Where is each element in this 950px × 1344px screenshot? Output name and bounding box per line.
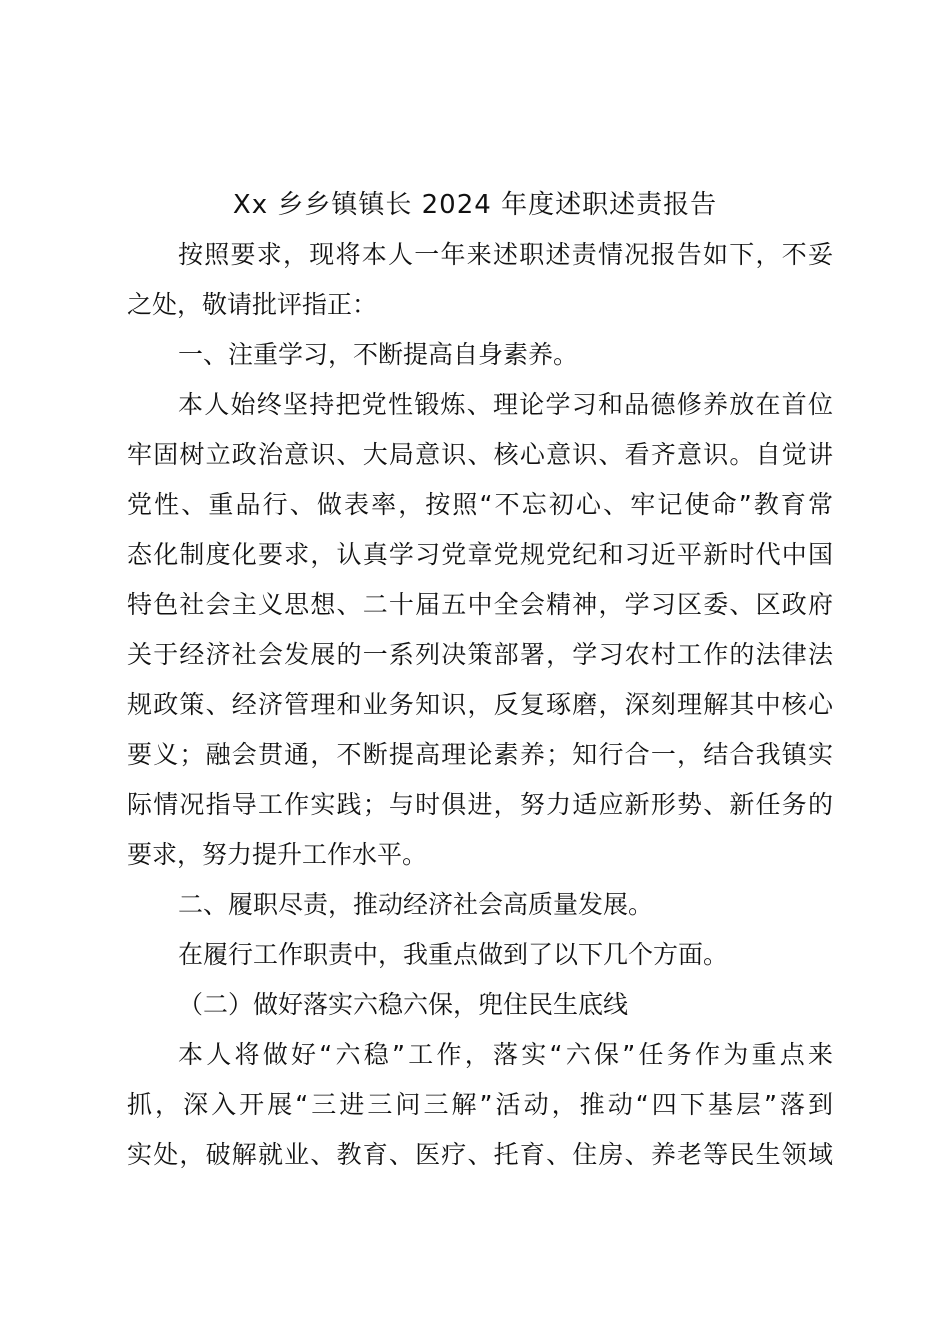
document-line: 要义；融会贯通，不断提高理论素养；知行合一，结合我镇实 xyxy=(127,740,833,769)
document-line: 党性、重品行、做表率，按照“不忘初心、牢记使命”教育常 xyxy=(127,490,833,519)
document-line: 关于经济社会发展的一系列决策部署，学习农村工作的法律法 xyxy=(127,640,833,669)
document-body xyxy=(127,230,833,1180)
document-line: 特色社会主义思想、二十届五中全会精神，学习区委、区政府 xyxy=(127,590,833,619)
document-line: 在履行工作职责中，我重点做到了以下几个方面。 xyxy=(178,940,729,969)
document-line: 抓，深入开展“三进三问三解”活动，推动“四下基层”落到 xyxy=(127,1090,833,1119)
document-line: （二）做好落实六稳六保，兜住民生底线 xyxy=(178,990,629,1019)
document-line: 要求，努力提升工作水平。 xyxy=(127,840,428,869)
document-line: 态化制度化要求，认真学习党章党规党纪和习近平新时代中国 xyxy=(127,540,833,569)
document-line: 规政策、经济管理和业务知识，反复琢磨，深刻理解其中核心 xyxy=(127,690,833,719)
document-line: 本人将做好“六稳”工作，落实“六保”任务作为重点来 xyxy=(178,1040,833,1069)
document-line: 实处，破解就业、教育、医疗、托育、住房、养老等民生领域 xyxy=(127,1140,833,1169)
document-title: Xx 乡乡镇镇长 2024 年度述职述责报告 xyxy=(232,190,718,220)
document-line: 牢固树立政治意识、大局意识、核心意识、看齐意识。自觉讲 xyxy=(127,440,833,469)
document-line: 之处，敬请批评指正： xyxy=(127,290,378,319)
document-line: 际情况指导工作实践；与时俱进，努力适应新形势、新任务的 xyxy=(127,790,833,819)
document-line: 按照要求，现将本人一年来述职述责情况报告如下，不妥 xyxy=(178,240,833,269)
document-line: 二、履职尽责，推动经济社会高质量发展。 xyxy=(178,890,654,919)
document-line: 本人始终坚持把党性锻炼、理论学习和品德修养放在首位 xyxy=(178,390,833,419)
document-line: 一、注重学习，不断提高自身素养。 xyxy=(178,340,579,369)
